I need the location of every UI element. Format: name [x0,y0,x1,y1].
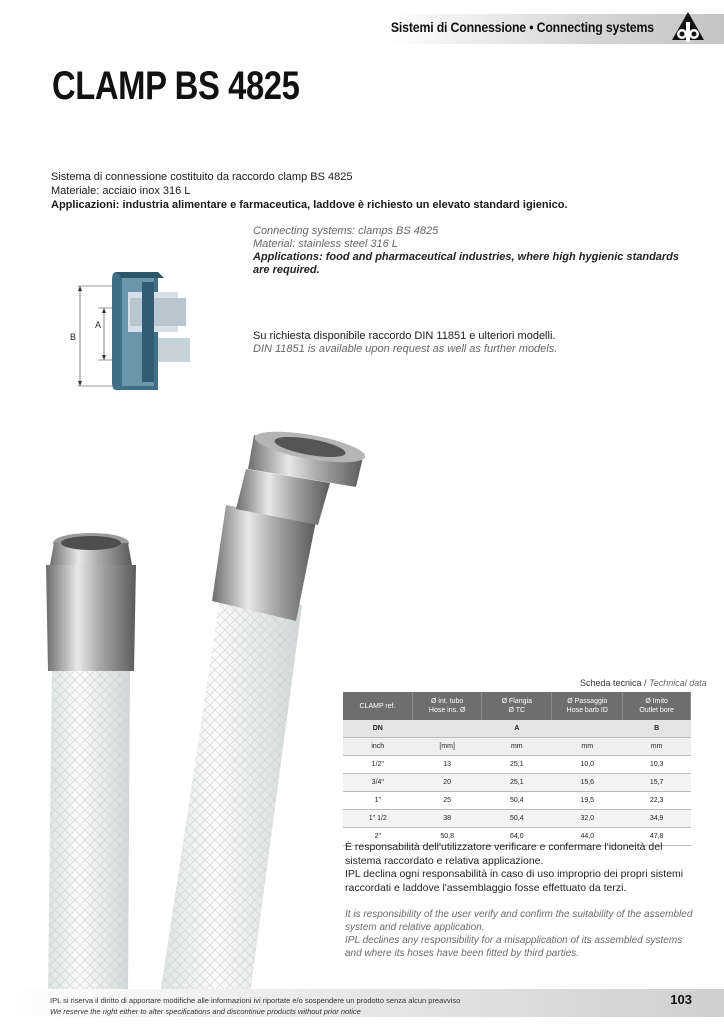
table-cell: 15,6 [552,774,623,792]
table-header-cell: Ø Flangia Ø TC [482,692,552,720]
table-cell [413,720,482,738]
footer-disclaimer-it: IPL si riserva il diritto di apportare modifiche alle informazioni ivi riportate e/o sospendere un prodotto senza alcun preavviso [50,996,461,1005]
diagram-label-b: B [70,332,77,342]
table-row [343,792,691,810]
table-header-cell: Ø Imito Outlet bore [623,692,691,720]
table-cell: 50,4 [482,810,552,828]
table-cell: 34,9 [623,810,691,828]
table-row [343,774,691,792]
table-cell: B [623,720,691,738]
table-cell: 2" [343,828,413,846]
table-row [343,810,691,828]
section-title: Sistemi di Connessione • Connecting systems [390,19,654,35]
availability-note [253,330,693,356]
description-it-line1: Sistema di connessione costituito da raccordo clamp BS 4825 [51,171,353,183]
note-it-p2: IPL declina ogni responsabilità in caso di uso improprio dei propri sistemi raccordati e laddove l'assemblaggio fosse effettuato da terzi. [345,868,684,894]
table-cell: 1" 1/2 [343,810,413,828]
footer-disclaimer [50,995,610,1017]
table-cell: inch [343,738,413,756]
technical-data-caption-en: Technical data [649,678,707,688]
table-cell: mm [623,738,691,756]
clamp-diagram [58,262,208,397]
description-it-line2: Materiale: acciaio inox 316 L [51,185,191,197]
table-cell: mm [482,738,552,756]
table-cell: A [482,720,552,738]
table-cell: 25 [413,792,482,810]
availability-en: DIN 11851 is available upon request as well as further models. [253,343,558,355]
table-cell: 32,0 [552,810,623,828]
table-cell: 64,0 [482,828,552,846]
table-cell [552,720,623,738]
table-cell: 10,0 [552,756,623,774]
description-en-line1: Connecting systems: clamps BS 4825 [253,225,439,237]
description-en-line3: Applications: food and pharmaceutical industries, where high hygienic standards are required. [253,251,680,276]
description-it [51,170,571,212]
diagram-label-a: A [95,320,102,330]
table-cell: 1" [343,792,413,810]
table-cell: 50,4 [482,792,552,810]
ipl-logo-icon [670,10,706,46]
responsibility-notes-en [345,908,695,960]
page-title: CLAMP BS 4825 [52,64,300,108]
description-en [253,225,693,277]
hose-assembly-photo [0,425,380,995]
table-cell: 38 [413,810,482,828]
table-cell: 25,1 [482,774,552,792]
table-cell: 13 [413,756,482,774]
table-cell: 20 [413,774,482,792]
table-header-cell: Ø int. tubo Hose ins. Ø [413,692,482,720]
page-number: 103 [670,992,692,1007]
table-cell: 15,7 [623,774,691,792]
table-cell: mm [552,738,623,756]
table-cell: 44,0 [552,828,623,846]
responsibility-notes-it [345,841,695,895]
table-cell: DN [343,720,413,738]
description-it-line3: Applicazioni: industria alimentare e farmaceutica, laddove è richiesto un elevato standard igienico. [51,199,568,211]
table-cell: 10,3 [623,756,691,774]
technical-data-table [343,692,691,846]
table-unit-row [343,738,691,756]
footer-disclaimer-en: We reserve the right either to alter specifications and discontinue products without prior notice [50,1007,361,1016]
table-cell: 22,3 [623,792,691,810]
description-en-line2: Material: stainless steel 316 L [253,238,398,250]
table-header-cell: CLAMP ref. [343,692,413,720]
note-it-p1: È responsabilità dell'utilizzatore verificare e confermare l'idoneità del sistema raccordato e relativa applicazione. [345,841,663,867]
table-cell: 47,8 [623,828,691,846]
note-en-p1: It is responsibility of the user verify and confirm the suitability of the assembled system and relative application. [345,909,693,933]
technical-data-caption-it: Scheda tecnica / [580,678,647,688]
table-cell: 19,5 [552,792,623,810]
table-cell: 50,8 [413,828,482,846]
table-header-cell: Ø Passaggio Hose barb ID [552,692,623,720]
availability-it: Su richiesta disponibile raccordo DIN 11851 e ulteriori modelli. [253,330,556,342]
table-cell: 3/4" [343,774,413,792]
table-subheader-row [343,720,691,738]
table-header-row [343,692,691,720]
table-cell: 25,1 [482,756,552,774]
technical-data-caption [580,678,707,688]
table-cell: [mm] [413,738,482,756]
table-cell: 1/2" [343,756,413,774]
table-row [343,756,691,774]
note-en-p2: IPL declines any responsibility for a misapplication of its assembled systems and where its hoses have been fitted by third parties. [345,935,683,959]
